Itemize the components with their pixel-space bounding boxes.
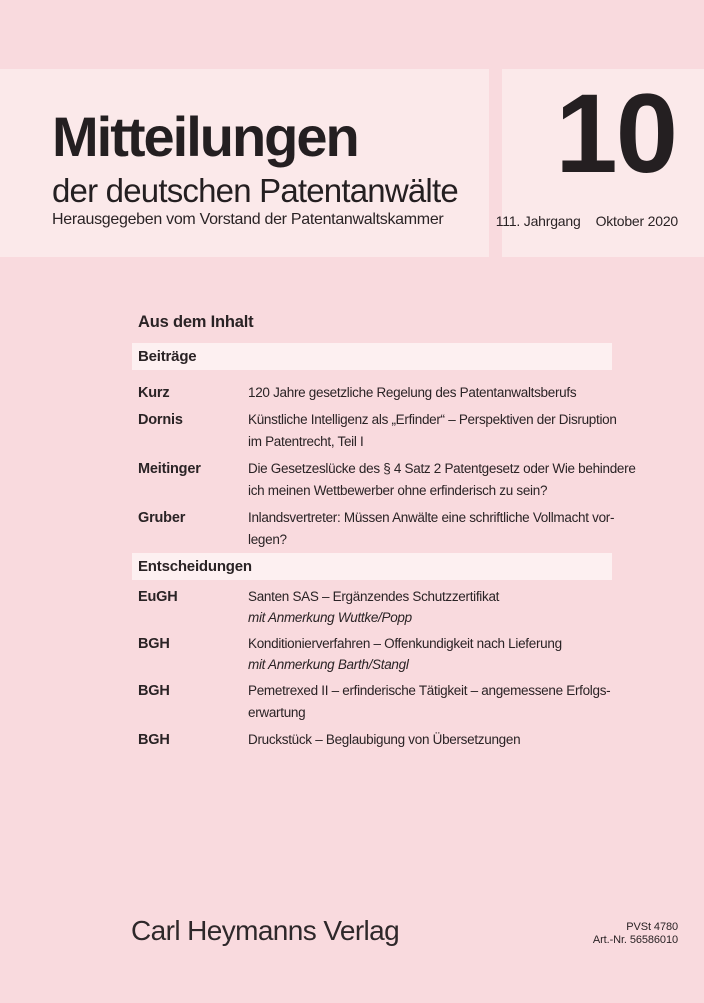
- entry-court: BGH: [138, 732, 170, 748]
- entry-court: BGH: [138, 683, 170, 699]
- entry-title: Pemetrexed II – erfinderische Tätigkeit – angemessene Erfolgs- erwartung: [248, 683, 611, 720]
- toc-entry: [138, 680, 690, 724]
- issue-date: Oktober 2020: [595, 213, 678, 229]
- entry-court: EuGH: [138, 589, 178, 605]
- entry-annotation: mit Anmerkung Barth/Stangl: [248, 657, 409, 672]
- entry-author: Meitinger: [138, 461, 201, 477]
- issue-meta: [496, 213, 678, 229]
- toc-entry: [138, 382, 690, 404]
- masthead-title-panel: [0, 69, 489, 257]
- toc-entry: [138, 507, 690, 551]
- toc-entries-entscheidungen: [138, 586, 690, 756]
- toc-entry: [138, 633, 690, 675]
- entry-title: Künstliche Intelligenz als „Erfinder“ – Perspektiven der Disruption im Patentrecht, Teil I: [248, 412, 617, 449]
- issue-panel: [495, 69, 704, 257]
- section-title: Entscheidungen: [138, 558, 252, 575]
- entry-title: Druckstück – Beglaubigung von Übersetzungen: [248, 732, 521, 747]
- journal-title: Mitteilungen: [52, 105, 358, 168]
- entry-title: Konditionierverfahren – Offenkundigkeit nach Lieferung: [248, 636, 562, 651]
- entry-title: Die Gesetzeslücke des § 4 Satz 2 Patentgesetz oder Wie behindere ich meinen Wettbewerber ohne erfinderisch zu sein?: [248, 461, 636, 498]
- toc-entry: [138, 586, 690, 628]
- publisher-name: Carl Heymanns Verlag: [131, 915, 400, 946]
- issue-number: 10: [555, 71, 676, 196]
- entry-court: BGH: [138, 636, 170, 652]
- entry-title: Santen SAS – Ergänzendes Schutzzertifikat: [248, 589, 500, 604]
- section-band-beitraege: [132, 343, 612, 370]
- entry-title: Inlandsvertreter: Müssen Anwälte eine schriftliche Vollmacht vor- legen?: [248, 510, 615, 547]
- journal-subtitle: der deutschen Patentanwälte: [52, 172, 458, 209]
- section-title: Beiträge: [138, 348, 197, 365]
- toc-entries-beitraege: [138, 382, 690, 556]
- publisher-line: Herausgegeben vom Vorstand der Patentanwaltskammer: [52, 211, 444, 228]
- entry-author: Gruber: [138, 510, 186, 526]
- entry-annotation: mit Anmerkung Wuttke/Popp: [248, 610, 412, 625]
- article-number: Art.-Nr. 56586010: [592, 933, 678, 946]
- toc-entry: [138, 409, 690, 453]
- entry-title: 120 Jahre gesetzliche Regelung des Patentanwaltsberufs: [248, 385, 577, 400]
- entry-author: Dornis: [138, 412, 183, 428]
- toc-heading: Aus dem Inhalt: [138, 313, 254, 331]
- volume-label: 111. Jahrgang: [495, 213, 581, 229]
- toc-entry: [138, 458, 690, 502]
- postal-code: PVSt 4780: [626, 921, 678, 933]
- toc-entry: [138, 729, 690, 751]
- entry-author: Kurz: [138, 385, 170, 401]
- footer-codes: [593, 921, 678, 946]
- section-band-entscheidungen: [132, 553, 612, 580]
